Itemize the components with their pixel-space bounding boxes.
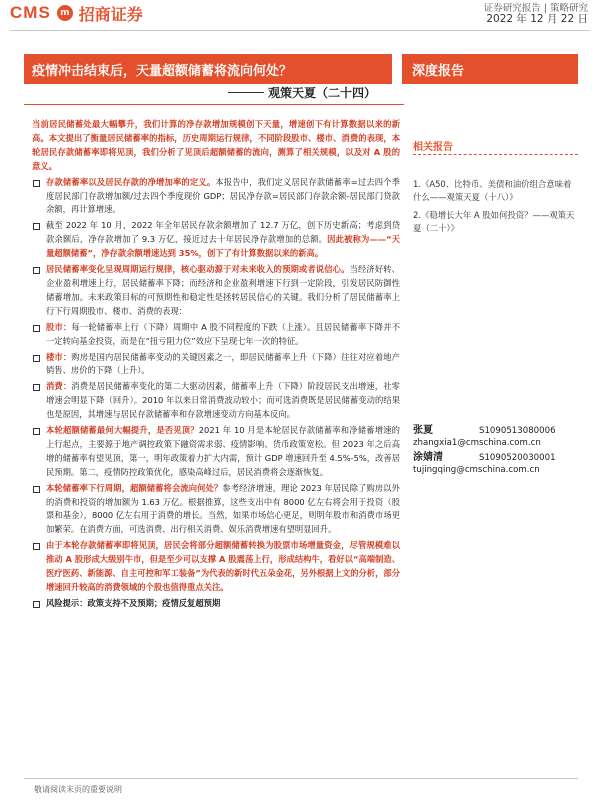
analyst-sid: S1090513080006 [479,426,556,436]
bullet-text: 2021 年 10 月是本轮居民存款储蓄率和净储蓄增速的上行起点，主要源于地产调控政策下融资需求弱、疫情影响、货币政策宽松。但 2023 年之后高增的储蓄率有望见顶，第一，明年政策着力扩大内需，预计 GDP 增速回升至 4.5%-5%，改善居民预期。第二，疫情防控政策优化，感染高峰过后，居民消费将会逐渐恢复。 [46,425,400,477]
related-reports-title: 相关报告 [413,142,453,153]
bullet-highlight: 由于本轮存款储蓄率即将见顶，居民会将部分超额储蓄转换为股票市场增量资金，尽管规模难以推动 A 股形成大级别牛市，但是至少可以支撑 A 股震荡上行，形成结构牛，看好以“高端制造、医疗医药、新能源、自主可控和军工装备”为代表的新时代五朵金花，另外根据上文的分析，部分增速回升较高的消费领域的个股也值得重点关注。 [46,540,400,592]
bullet-item [32,321,400,349]
bullet-text: 消费是居民储蓄率变化的第二大驱动因素，储蓄率上升（下降）阶段居民支出增速，社零增速会明显下降（回升）。2010 年以来日常消费波动较小；而可选消费既是居民储蓄变动的结果也是原因，其增速与居民存款储蓄率和存款增速变动方向基本反向。 [46,381,400,420]
bullet-item [32,219,400,261]
summary-paragraph: 当前居民储蓄处最大幅攀升，我们计算的净存款增加规模创下天量，增速创下有计算数据以来的新高。本文提出了衡量居民储蓄率的指标，历史周期运行规律，不同阶段股市、楼市、消费的表现，本轮居民存款储蓄率即将见顶，我们分析了见顶后超额储蓄的流向，测算了相关规模，以及对 A 股的意义。 [32,119,400,171]
analyst-name: 涂婧清 [413,452,443,463]
side-section-banner [402,54,578,84]
bullet-text: 当经济好转、企业盈利增速上行，居民储蓄率下降；而经济和企业盈利增速下行到一定阶段，引发居民防御性储蓄增加。未来政策目标的可预期性和稳定性是拯转居民信心的关键。我们分析了居民储蓄率上行下行周期股市、楼市、消费的表现： [46,264,400,316]
report-date: 2022 年 12 月 22 日 [486,13,588,25]
bullet-item [32,539,400,595]
related-divider [413,154,578,155]
bullet-item [32,482,400,538]
analyst-sid: S1090520030001 [479,453,556,463]
bullet-highlight: 因此被称为——“天量超额储蓄”，净存款余额增速达到 35%，创下了有计算数据以来的新高。 [46,234,400,259]
series-dash [228,92,264,93]
header-divider [10,30,590,31]
bullet-item [32,380,400,422]
report-body [32,118,400,613]
bullet-item [32,351,400,379]
bullet-text: 购房是国内居民储蓄率变动的关键因素之一，即居民储蓄率上升（下降）往往对应着地产销售、房价的下降（上升）。 [46,351,400,376]
footer-divider [24,778,578,779]
side-section-label: 深度报告 [412,63,465,79]
bullet-text: 截至 2022 年 10 月，2022 年全年居民存款余额增加了 12.7 万亿，创下历史新高；考虑到贷款余额后，净存款增加了 9.3 万亿，接近过去十年居民净存款增加的总额。 [46,220,400,245]
analyst-email[interactable]: tujingqing@cmschina.com.cn [413,465,540,475]
report-category: 证券研究报告 | 策略研究 [483,3,588,14]
related-report-link[interactable]: 1.《A50、比特币、美债和油价组合意味着什么——观策天夏（十八）》 [413,179,572,202]
bullet-text: 参考经济增速，理论 2023 年居民除了购房以外的消费和投资的增加额为 1.63 万亿。根据推算，这些支出中有 8000 亿左右将会用于投资（股票和基金），8000 亿左右用于消费的增长。当然，如果市场信心更足，则明年股市和消费市场更加繁荣。在消费方面，可选消费、出行相关消费、娱乐消费增速有望明显回升。 [46,482,400,535]
analyst-email[interactable]: zhangxia1@cmschina.com.cn [413,438,541,448]
bullet-item [32,263,400,319]
bullet-lead: 本轮储蓄率下行周期，超额储蓄将会流向何处？ [46,482,223,493]
related-report-link[interactable]: 2.《稳增长大年 A 股如何投资？——观策天夏（二十）》 [413,210,575,233]
bullet-lead: 股市： [46,321,72,332]
bullet-lead: 居民储蓄率变化呈现周期运行规律，核心驱动源于对未来收入的预期或者说信心。 [46,264,350,275]
title-banner [24,54,392,84]
bullet-lead: 存款储蓄率以及居民存款的净增加率的定义。 [46,176,216,187]
bullet-text: 本报告中，我们定义居民存款储蓄率=过去四个季度居民部门存款增加额/过去四个季度现价 GDP；居民净存款=居民部门存款余额-居民部门贷款余额，再计算增速。 [46,176,400,215]
bullet-lead: 消费： [46,381,72,392]
bullet-lead: 本轮超额储蓄最何大幅提升，是否见顶？ [46,425,199,436]
analyst-block [413,452,578,476]
footer-note: 敬请阅读末页的重要说明 [34,785,122,794]
related-reports-list [413,178,578,240]
bullet-lead: 楼市： [46,351,72,362]
logo-mark-icon: m [57,5,73,21]
bullet-text: 每一轮储蓄率上行（下降）周期中 A 股不同程度的下跌（上涨）。且居民储蓄率下降并不一定转向基金投资，而是在“扭亏阻力位”效应下呈现七年一次的特征。 [46,321,400,346]
bullet-item [32,176,400,218]
analyst-block [413,425,578,449]
series-name: 观策天夏（二十四） [268,86,377,100]
logo-cn-text: 招商证券 [78,4,143,24]
report-title: 疫情冲击结束后，天量超额储蓄将流向何处？ [32,63,293,79]
analyst-name: 张夏 [413,425,433,436]
bullet-item [32,424,400,480]
title-divider [24,104,404,105]
logo-cms-text: CMS [10,3,51,22]
risk-warning: 风险提示：政策支持不及预期；疫情反复超预期 [32,597,400,611]
brand-logo [10,0,143,26]
